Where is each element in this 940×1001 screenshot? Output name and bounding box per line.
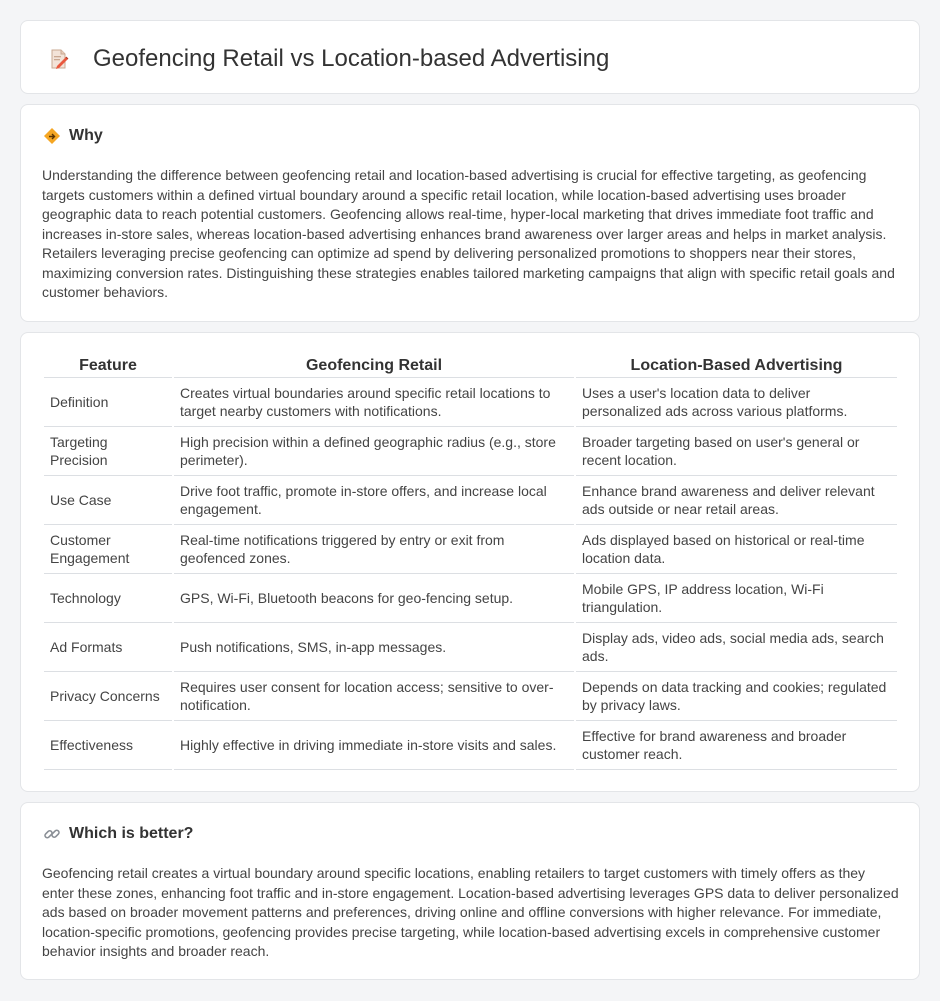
page-title: Geofencing Retail vs Location-based Advertising <box>93 45 610 72</box>
table-row <box>44 721 897 770</box>
header-geofencing: Geofencing Retail <box>174 355 574 378</box>
cell-feature: Effectiveness <box>44 721 172 770</box>
title-card <box>20 20 920 94</box>
cell-geofencing: Creates virtual boundaries around specific retail locations to target nearby customers with notifications. <box>174 378 574 427</box>
cell-feature: Ad Formats <box>44 623 172 672</box>
cell-geofencing: Requires user consent for location access; sensitive to over-notification. <box>174 672 574 721</box>
document-pencil-icon <box>48 48 70 70</box>
why-heading: Why <box>69 127 103 144</box>
cell-location-based: Broader targeting based on user's general or recent location. <box>576 427 897 476</box>
cell-feature: Technology <box>44 574 172 623</box>
why-text: Understanding the difference between geofencing retail and location-based advertising is crucial for effective targeting, as geofencing targets customers within a defined virtual boundary around a specific retail location, while location-based advertising uses broader geographic data to reach potential customers. Geofencing allows real-time, hyper-local marketing that drives immediate foot traffic and increases in-store sales, whereas location-based advertising enhances brand awareness over larger areas and helps in market analysis. Retailers leveraging precise geofencing can optimize ad spend by delivering personalized promotions to shoppers near their stores, maximizing conversion rates. Distinguishing these strategies enables tailored marketing campaigns that align with specific retail goals and customer behaviors. <box>42 167 895 300</box>
cell-location-based: Ads displayed based on historical or real-time location data. <box>576 525 897 574</box>
cell-location-based: Display ads, video ads, social media ads, search ads. <box>576 623 897 672</box>
table-row <box>44 427 897 476</box>
cell-location-based: Effective for brand awareness and broader customer reach. <box>576 721 897 770</box>
cell-geofencing: High precision within a defined geographic radius (e.g., store perimeter). <box>174 427 574 476</box>
table-row <box>44 525 897 574</box>
header-location-based: Location-Based Advertising <box>576 355 897 378</box>
cell-geofencing: Real-time notifications triggered by entry or exit from geofenced zones. <box>174 525 574 574</box>
cell-feature: Customer Engagement <box>44 525 172 574</box>
cell-feature: Privacy Concerns <box>44 672 172 721</box>
cell-geofencing: Drive foot traffic, promote in-store offers, and increase local engagement. <box>174 476 574 525</box>
cell-geofencing: Push notifications, SMS, in-app messages. <box>174 623 574 672</box>
comparison-table-card <box>20 332 920 792</box>
table-row <box>44 623 897 672</box>
cell-location-based: Enhance brand awareness and deliver relevant ads outside or near retail areas. <box>576 476 897 525</box>
table-row <box>44 378 897 427</box>
cell-location-based: Depends on data tracking and cookies; regulated by privacy laws. <box>576 672 897 721</box>
why-section <box>20 104 920 322</box>
cell-location-based: Mobile GPS, IP address location, Wi-Fi triangulation. <box>576 574 897 623</box>
table-header-row <box>44 355 897 378</box>
header-feature: Feature <box>44 355 172 378</box>
link-icon <box>43 825 61 843</box>
cell-feature: Use Case <box>44 476 172 525</box>
table-row <box>44 672 897 721</box>
cell-geofencing: GPS, Wi-Fi, Bluetooth beacons for geo-fencing setup. <box>174 574 574 623</box>
cell-geofencing: Highly effective in driving immediate in-store visits and sales. <box>174 721 574 770</box>
why-heading-row <box>43 126 103 146</box>
better-heading-row <box>43 824 193 844</box>
table-row <box>44 476 897 525</box>
better-text: Geofencing retail creates a virtual boundary around specific locations, enabling retailers to target customers with timely offers as they enter these zones, enhancing foot traffic and in-store engagement. Location-based advertising leverages GPS data to deliver personalized ads based on broader movement patterns and preferences, driving online and offline conversions with higher relevance. For immediate, location-specific promotions, geofencing provides precise targeting, while location-based advertising excels in comprehensive customer behavior insights and broader reach. <box>42 865 899 959</box>
cell-location-based: Uses a user's location data to deliver personalized ads across various platforms. <box>576 378 897 427</box>
road-sign-icon <box>43 127 61 145</box>
comparison-table <box>42 355 899 770</box>
cell-feature: Targeting Precision <box>44 427 172 476</box>
table-row <box>44 574 897 623</box>
better-heading: Which is better? <box>69 825 194 842</box>
which-is-better-section <box>20 802 920 980</box>
cell-feature: Definition <box>44 378 172 427</box>
